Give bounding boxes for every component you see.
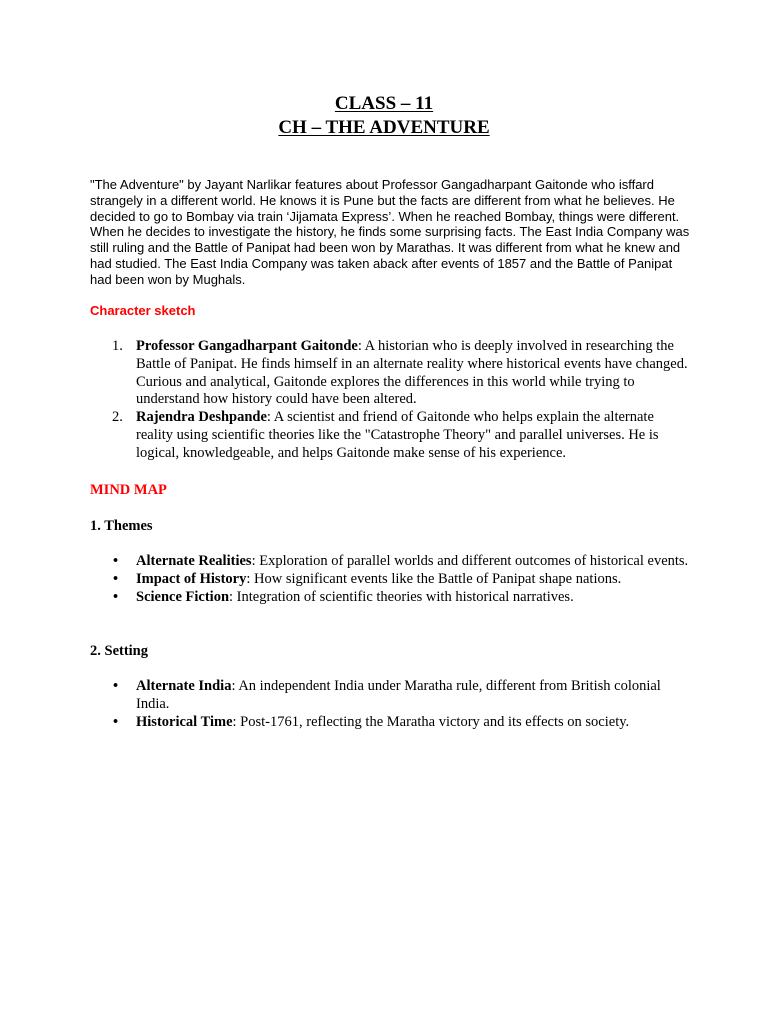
list-item — [90, 338, 690, 409]
character-description: : A historian who is deeply involved in researching the Battle of Panipat. He finds himself in an alternate reality where historical events have changed. Curious and analytical, Gaitonde explores the differences in this world while trying to understand how history could have been altered. — [136, 338, 688, 408]
title-chapter: CH – THE ADVENTURE — [278, 117, 490, 138]
setting-name: Alternate India — [136, 678, 232, 694]
list-item — [90, 714, 690, 732]
setting-name: Historical Time — [136, 713, 233, 730]
list-number: 2. — [112, 409, 123, 426]
intro-paragraph: "The Adventure" by Jayant Narlikar features about Professor Gangadharpant Gaitonde who isffard strangely in a different world. He knows it is Pune but the facts are different from what he believes. He decided to go to Bombay via train ‘Jijamata Express’. When he reached Bombay, things were different. When he decides to investigate the history, he finds some surprising facts. The East India Company was still ruling and the Battle of Panipat had been won by Marathas. It was different from what he knew and had studied. The East India Company was taken aback after events of 1857 and the Battle of Panipat had been won by Mughals. — [90, 177, 690, 287]
character-description: : A scientist and friend of Gaitonde who helps explain the alternate reality using scientific theories like the "Catastrophe Theory" and parallel universes. He is logical, knowledgeable, and helps Gaitonde make sense of his experience. — [136, 409, 659, 461]
character-list — [90, 338, 690, 463]
theme-description: : Integration of scientific theories with historical narratives. — [229, 588, 574, 605]
theme-name: Impact of History — [136, 570, 247, 587]
list-item — [90, 409, 690, 462]
themes-list — [90, 553, 690, 606]
character-name: Professor Gangadharpant Gaitonde — [136, 338, 358, 354]
setting-heading: 2. Setting — [90, 643, 148, 659]
themes-heading: 1. Themes — [90, 518, 153, 534]
list-item — [90, 553, 690, 571]
list-item — [90, 678, 690, 714]
title-class: CLASS – 11 — [334, 93, 434, 114]
bullet: • — [113, 713, 119, 730]
bullet: • — [113, 678, 119, 694]
mind-map-heading: MIND MAP — [90, 482, 167, 498]
theme-description: : How significant events like the Battle of Panipat shape nations. — [246, 570, 622, 587]
character-sketch-heading: Character sketch — [90, 303, 196, 318]
list-number: 1. — [112, 338, 123, 354]
character-name: Rajendra Deshpande — [136, 409, 267, 426]
bullet: • — [113, 553, 119, 569]
setting-description: : Post-1761, reflecting the Maratha victory and its effects on society. — [232, 713, 630, 730]
setting-description: : An independent India under Maratha rule, different from British colonial India. — [136, 678, 661, 712]
list-item — [90, 571, 690, 589]
setting-list — [90, 678, 690, 731]
theme-name: Science Fiction — [136, 588, 230, 605]
theme-description: : Exploration of parallel worlds and different outcomes of historical events. — [251, 553, 689, 569]
document-title — [0, 92, 768, 140]
theme-name: Alternate Realities — [136, 553, 252, 569]
list-item — [90, 589, 690, 607]
bullet: • — [113, 588, 119, 605]
bullet: • — [113, 570, 119, 587]
